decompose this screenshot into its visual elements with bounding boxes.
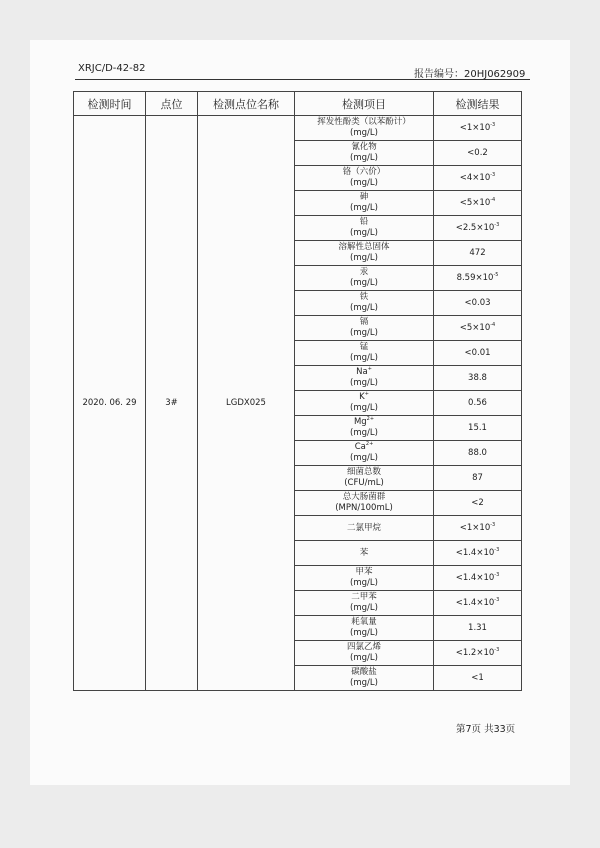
cell-item	[295, 316, 434, 341]
result-value: <0.03	[464, 298, 491, 308]
report-number	[414, 65, 525, 80]
cell-item	[295, 641, 434, 666]
result-exponent: -3	[494, 597, 500, 604]
cell-item	[295, 616, 434, 641]
col-header-point-name: 检测点位名称	[198, 92, 295, 116]
result-value: <1.2×10	[455, 648, 495, 658]
result-value: <2	[471, 498, 484, 508]
cell-item	[295, 541, 434, 566]
cell-result	[434, 141, 522, 166]
result-exponent: -3	[494, 222, 500, 229]
item-name: 铁	[359, 292, 369, 302]
cell-item	[295, 466, 434, 491]
item-unit: (mg/L)	[350, 128, 378, 138]
result-value: 38.8	[468, 373, 487, 383]
result-value: <1.4×10	[455, 548, 495, 558]
item-charge: 2+	[365, 441, 374, 448]
item-name: 铬（六价）	[342, 167, 386, 177]
item-unit: (mg/L)	[350, 203, 378, 213]
result-value: 0.56	[468, 398, 487, 408]
document-code: XRJC/D-42-82	[78, 63, 146, 74]
cell-item	[295, 341, 434, 366]
result-value: 15.1	[468, 423, 487, 433]
item-unit: (mg/L)	[350, 428, 378, 438]
cell-result	[434, 291, 522, 316]
result-value: <0.01	[464, 348, 491, 358]
report-number-label: 报告编号：	[414, 69, 464, 80]
page-number: 第7页 共33页	[456, 724, 516, 735]
cell-result	[434, 216, 522, 241]
result-exponent: -4	[490, 197, 496, 204]
item-name: 碳酸盐	[351, 667, 377, 677]
cell-item	[295, 141, 434, 166]
results-table	[73, 91, 522, 691]
result-value: 8.59×10	[456, 273, 494, 283]
cell-result	[434, 666, 522, 691]
item-name: 镉	[359, 317, 369, 327]
result-exponent: -3	[494, 647, 500, 654]
result-value: <1×10	[459, 523, 491, 533]
item-name: 苯	[359, 547, 369, 558]
cell-result	[434, 441, 522, 466]
result-value: <2.5×10	[455, 223, 495, 233]
cell-item	[295, 241, 434, 266]
cell-result	[434, 391, 522, 416]
cell-item	[295, 416, 434, 441]
item-name: 锰	[359, 342, 369, 352]
item-unit: (mg/L)	[350, 278, 378, 288]
cell-item	[295, 491, 434, 516]
item-name: 二甲苯	[351, 592, 377, 602]
item-name: 四氯乙烯	[346, 642, 381, 652]
item-name: 挥发性酚类（以苯酚计）	[317, 117, 411, 127]
result-value: <1	[471, 673, 484, 683]
cell-result	[434, 266, 522, 291]
result-value: 87	[472, 473, 483, 483]
result-exponent: -3	[494, 572, 500, 579]
cell-item	[295, 266, 434, 291]
cell-item	[295, 441, 434, 466]
table-row	[74, 116, 522, 141]
cell-item	[295, 291, 434, 316]
cell-result	[434, 516, 522, 541]
result-exponent: -5	[493, 272, 499, 279]
cell-result	[434, 616, 522, 641]
cell-item	[295, 591, 434, 616]
cell-item	[295, 116, 434, 141]
cell-result	[434, 566, 522, 591]
item-unit: (MPN/100mL)	[335, 503, 393, 513]
item-unit: (mg/L)	[350, 453, 378, 463]
item-name: Ca	[354, 442, 366, 452]
result-exponent: -4	[490, 322, 496, 329]
item-name: 甲苯	[355, 567, 373, 577]
col-header-time: 检测时间	[74, 92, 146, 116]
col-header-item: 检测项目	[295, 92, 434, 116]
result-value: 1.31	[468, 623, 487, 633]
cell-result	[434, 166, 522, 191]
item-unit: (mg/L)	[350, 678, 378, 688]
result-value: 88.0	[468, 448, 487, 458]
cell-item	[295, 666, 434, 691]
result-value: <5×10	[459, 198, 491, 208]
cell-point-name: LGDX025	[198, 116, 295, 691]
cell-item	[295, 191, 434, 216]
cell-item	[295, 166, 434, 191]
header-divider	[75, 79, 530, 80]
cell-item	[295, 216, 434, 241]
cell-point: 3#	[146, 116, 198, 691]
cell-result	[434, 416, 522, 441]
result-value: <1.4×10	[455, 598, 495, 608]
item-unit: (mg/L)	[350, 228, 378, 238]
result-value: <5×10	[459, 323, 491, 333]
result-value: <1.4×10	[455, 573, 495, 583]
result-exponent: -3	[494, 547, 500, 554]
item-name: 细菌总数	[346, 467, 381, 477]
cell-result	[434, 491, 522, 516]
cell-result	[434, 366, 522, 391]
item-charge: +	[367, 366, 372, 373]
cell-date: 2020. 06. 29	[74, 116, 146, 691]
result-value: <4×10	[459, 173, 491, 183]
cell-result	[434, 541, 522, 566]
item-unit: (CFU/mL)	[344, 478, 384, 488]
item-charge: 2+	[366, 416, 375, 423]
item-unit: (mg/L)	[350, 303, 378, 313]
table-header-row	[74, 92, 522, 116]
item-name: 二氯甲烷	[346, 522, 381, 533]
item-unit: (mg/L)	[350, 403, 378, 413]
cell-result	[434, 466, 522, 491]
item-unit: (mg/L)	[350, 378, 378, 388]
item-name: Na	[356, 367, 368, 377]
cell-item	[295, 516, 434, 541]
cell-result	[434, 116, 522, 141]
item-name: 总大肠菌群	[342, 492, 386, 502]
results-table-container	[73, 91, 521, 691]
item-unit: (mg/L)	[350, 653, 378, 663]
item-name: 氰化物	[351, 142, 377, 152]
result-exponent: -3	[490, 172, 496, 179]
item-unit: (mg/L)	[350, 253, 378, 263]
cell-result	[434, 316, 522, 341]
cell-item	[295, 391, 434, 416]
item-unit: (mg/L)	[350, 603, 378, 613]
cell-item	[295, 366, 434, 391]
cell-result	[434, 591, 522, 616]
item-unit: (mg/L)	[350, 578, 378, 588]
item-charge: +	[364, 391, 369, 398]
result-value: <1×10	[459, 123, 491, 133]
cell-result	[434, 641, 522, 666]
item-unit: (mg/L)	[350, 153, 378, 163]
cell-result	[434, 191, 522, 216]
item-name: 铅	[359, 217, 369, 227]
result-exponent: -3	[490, 122, 496, 129]
item-name: 汞	[359, 267, 369, 277]
cell-result	[434, 241, 522, 266]
item-unit: (mg/L)	[350, 178, 378, 188]
item-unit: (mg/L)	[350, 628, 378, 638]
cell-result	[434, 341, 522, 366]
item-name: 溶解性总固体	[338, 242, 390, 252]
item-name: 砷	[359, 192, 369, 202]
item-unit: (mg/L)	[350, 328, 378, 338]
col-header-result: 检测结果	[434, 92, 522, 116]
cell-item	[295, 566, 434, 591]
col-header-point: 点位	[146, 92, 198, 116]
result-value: <0.2	[467, 148, 488, 158]
report-number-value: 20HJ062909	[464, 69, 526, 80]
item-unit: (mg/L)	[350, 353, 378, 363]
item-name: 耗氧量	[351, 617, 377, 627]
result-value: 472	[469, 248, 486, 258]
item-name: Mg	[353, 417, 367, 427]
result-exponent: -3	[490, 522, 496, 529]
item-name: K	[359, 392, 365, 402]
